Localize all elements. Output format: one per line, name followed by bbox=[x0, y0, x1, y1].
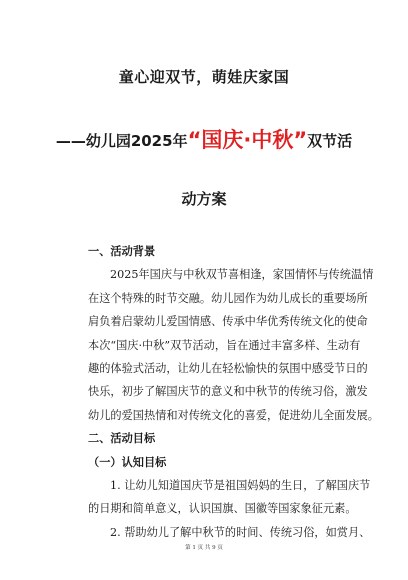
paragraph-line: 快乐，初步了解国庆节的意义和中秋节的传统习俗，激发 bbox=[88, 385, 368, 399]
paragraph-line: 本次“国庆·中秋”双节活动，旨在通过丰富多样、生动有 bbox=[88, 338, 361, 352]
paragraph-line: 幼儿的爱国热情和对传统文化的喜爱，促进幼儿全面发展。 bbox=[88, 408, 379, 422]
paragraph-line: 2025年国庆与中秋双节喜相逢，家国情怀与传统温情 bbox=[110, 268, 374, 282]
paragraph-line: 趣的体验式活动，让幼儿在轻松愉快的氛围中感受节日的 bbox=[88, 362, 368, 376]
section-heading-goals: 二、活动目标 bbox=[88, 432, 156, 446]
subsection-heading-cognitive: （一）认知目标 bbox=[88, 455, 167, 469]
paragraph-line: 在这个特殊的时节交融。幼儿园作为幼儿成长的重要场所 bbox=[88, 291, 368, 305]
page-footer: 第 1 页 共 9 页 bbox=[185, 545, 223, 551]
document-body bbox=[88, 240, 379, 544]
goal-item-line: 的日期和简单意义，认识国旗、国徽等国家象征元素。 bbox=[88, 502, 357, 516]
title-suffix: 双节活 bbox=[307, 132, 353, 150]
document-title-line2 bbox=[0, 124, 408, 154]
section-heading-background: 一、活动背景 bbox=[88, 245, 156, 258]
goal-item-line: 2. 帮助幼儿了解中秋节的时间、传统习俗，如赏月、 bbox=[110, 525, 371, 539]
background-paragraph bbox=[88, 263, 379, 427]
goal-item-line: 1. 让幼儿知道国庆节是祖国妈妈的生日，了解国庆节 bbox=[110, 479, 371, 493]
document-title-line3: 动方案 bbox=[181, 190, 227, 208]
title-highlight: “国庆·中秋” bbox=[187, 128, 308, 152]
title-prefix: ——幼儿园2025年 bbox=[55, 132, 188, 150]
document-title-line1: 童心迎双节，萌娃庆家国 bbox=[118, 68, 290, 86]
paragraph-line: 肩负着启蒙幼儿爱国情感、传承中华优秀传统文化的使命 bbox=[88, 315, 368, 329]
